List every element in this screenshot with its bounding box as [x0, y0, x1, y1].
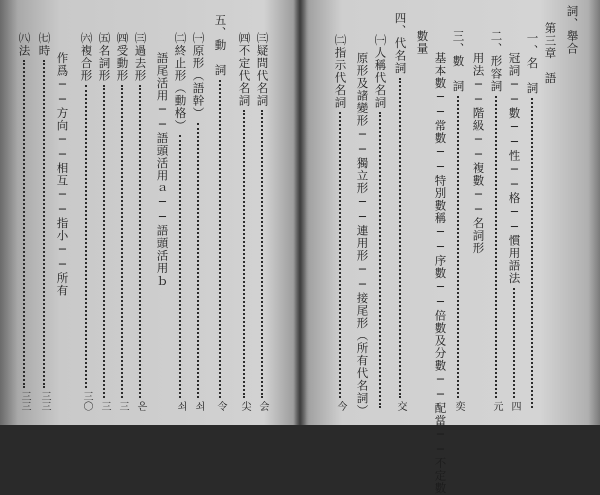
toc-entry	[488, 0, 504, 425]
toc-entry	[354, 0, 370, 425]
toc-entry	[132, 0, 148, 425]
leader-dots	[261, 110, 263, 398]
page-number: 은	[135, 401, 146, 411]
toc-entry	[236, 0, 252, 425]
toc-entry-title: 四、代名詞	[393, 12, 408, 75]
leader-dots	[531, 98, 533, 409]
page-number: 三	[117, 401, 128, 411]
toc-entry-title: 原形及諸變形──獨立形──連用形──接尾形（所有代名詞）	[355, 52, 370, 417]
page-number: 四	[509, 401, 520, 411]
toc-entry	[332, 0, 348, 425]
toc-entry	[96, 0, 112, 425]
toc-entry	[78, 0, 94, 425]
toc-entry	[414, 0, 430, 425]
leader-dots	[103, 85, 105, 398]
leader-dots	[85, 85, 87, 388]
leader-dots	[513, 288, 515, 399]
toc-entry-title: ㈧法	[17, 32, 32, 57]
toc-entry-title: 五、動 詞	[213, 14, 228, 77]
page-number: 会	[257, 401, 268, 411]
toc-entry	[114, 0, 130, 425]
leader-dots	[139, 85, 141, 398]
toc-entry-title: ㈠人稱代名詞	[373, 34, 388, 109]
leader-dots	[243, 110, 245, 398]
leader-dots	[457, 96, 459, 399]
toc-entry-title: ㈡指示代名詞	[333, 34, 348, 109]
toc-entry-title: ㈤名詞形	[97, 32, 112, 82]
leader-dots	[339, 112, 341, 398]
leader-dots	[219, 80, 221, 399]
leader-dots	[399, 78, 401, 399]
toc-entry	[254, 0, 270, 425]
page-number: 쇠	[175, 401, 186, 411]
toc-entry-title: 冠詞──數──性──格──慣用語法	[507, 52, 522, 285]
toc-entry	[432, 0, 448, 495]
leader-dots	[495, 96, 497, 399]
toc-entry-title: ㈡終止形（動格）	[173, 32, 188, 132]
toc-entry	[542, 0, 558, 425]
leader-dots	[23, 60, 25, 388]
toc-entry	[372, 0, 388, 425]
page-number: 三〇	[81, 391, 92, 411]
toc-entry-title: 第三章 語	[543, 22, 558, 85]
page-number: 三三	[19, 391, 30, 411]
toc-entry-title: ㈦時	[37, 32, 52, 57]
toc-entry	[392, 0, 408, 425]
toc-entry-title: ㈥複合形	[79, 32, 94, 82]
toc-entry-title: ㈣受動形	[115, 32, 130, 82]
page-number: 元	[491, 401, 502, 411]
page-number: 令	[215, 401, 226, 411]
leader-dots	[379, 112, 381, 408]
toc-entry-title: ㈣不定代名詞	[237, 32, 252, 107]
toc-entry-title: 一、名 詞	[525, 32, 540, 95]
page-number: 交	[395, 401, 406, 411]
right-page	[300, 0, 600, 495]
page-number: 今	[335, 401, 346, 411]
toc-entry	[154, 0, 170, 425]
toc-entry-title: ㈢疑問代名詞	[255, 32, 270, 107]
toc-entry	[212, 0, 228, 425]
toc-entry	[172, 0, 188, 425]
page-number: 쇠	[193, 401, 204, 411]
page-number: 三	[99, 401, 110, 411]
toc-entry	[190, 0, 206, 425]
leader-dots	[179, 135, 181, 398]
toc-entry	[524, 0, 540, 425]
toc-entry	[470, 0, 486, 425]
leader-dots	[197, 123, 199, 399]
left-page	[0, 0, 300, 425]
page-number: 奕	[453, 401, 464, 411]
toc-entry	[36, 0, 52, 425]
toc-entry-title: 基本數──常數──特別數稱──序數──倍數及分數──配當──不定數	[433, 52, 448, 495]
toc-entry	[450, 0, 466, 425]
toc-entry	[506, 0, 522, 425]
toc-entry-title: 用法──階級──複數──名詞形	[471, 52, 486, 255]
toc-entry-title: ㈠原形（語幹）	[191, 32, 206, 120]
toc-entry-title: ㈢過去形	[133, 32, 148, 82]
toc-entry-title: 數量	[415, 30, 430, 55]
leader-dots	[121, 85, 123, 398]
toc-entry-title: 詞、舉合	[565, 5, 580, 55]
toc-entry	[54, 0, 70, 425]
toc-entry-title: 作爲──方向──相互──指小──所有	[55, 52, 70, 297]
toc-entry-title: 三、數 詞	[451, 30, 466, 93]
toc-entry	[564, 0, 580, 425]
page-number: 三三	[39, 391, 50, 411]
book-gutter	[293, 0, 307, 425]
toc-entry	[16, 0, 32, 425]
toc-entry-title: 二、形容詞	[489, 30, 504, 93]
page-number: 尖	[239, 401, 250, 411]
leader-dots	[43, 60, 45, 388]
toc-entry-title: 語尾活用──語頭活用ａ──語頭活用ｂ	[155, 52, 170, 287]
